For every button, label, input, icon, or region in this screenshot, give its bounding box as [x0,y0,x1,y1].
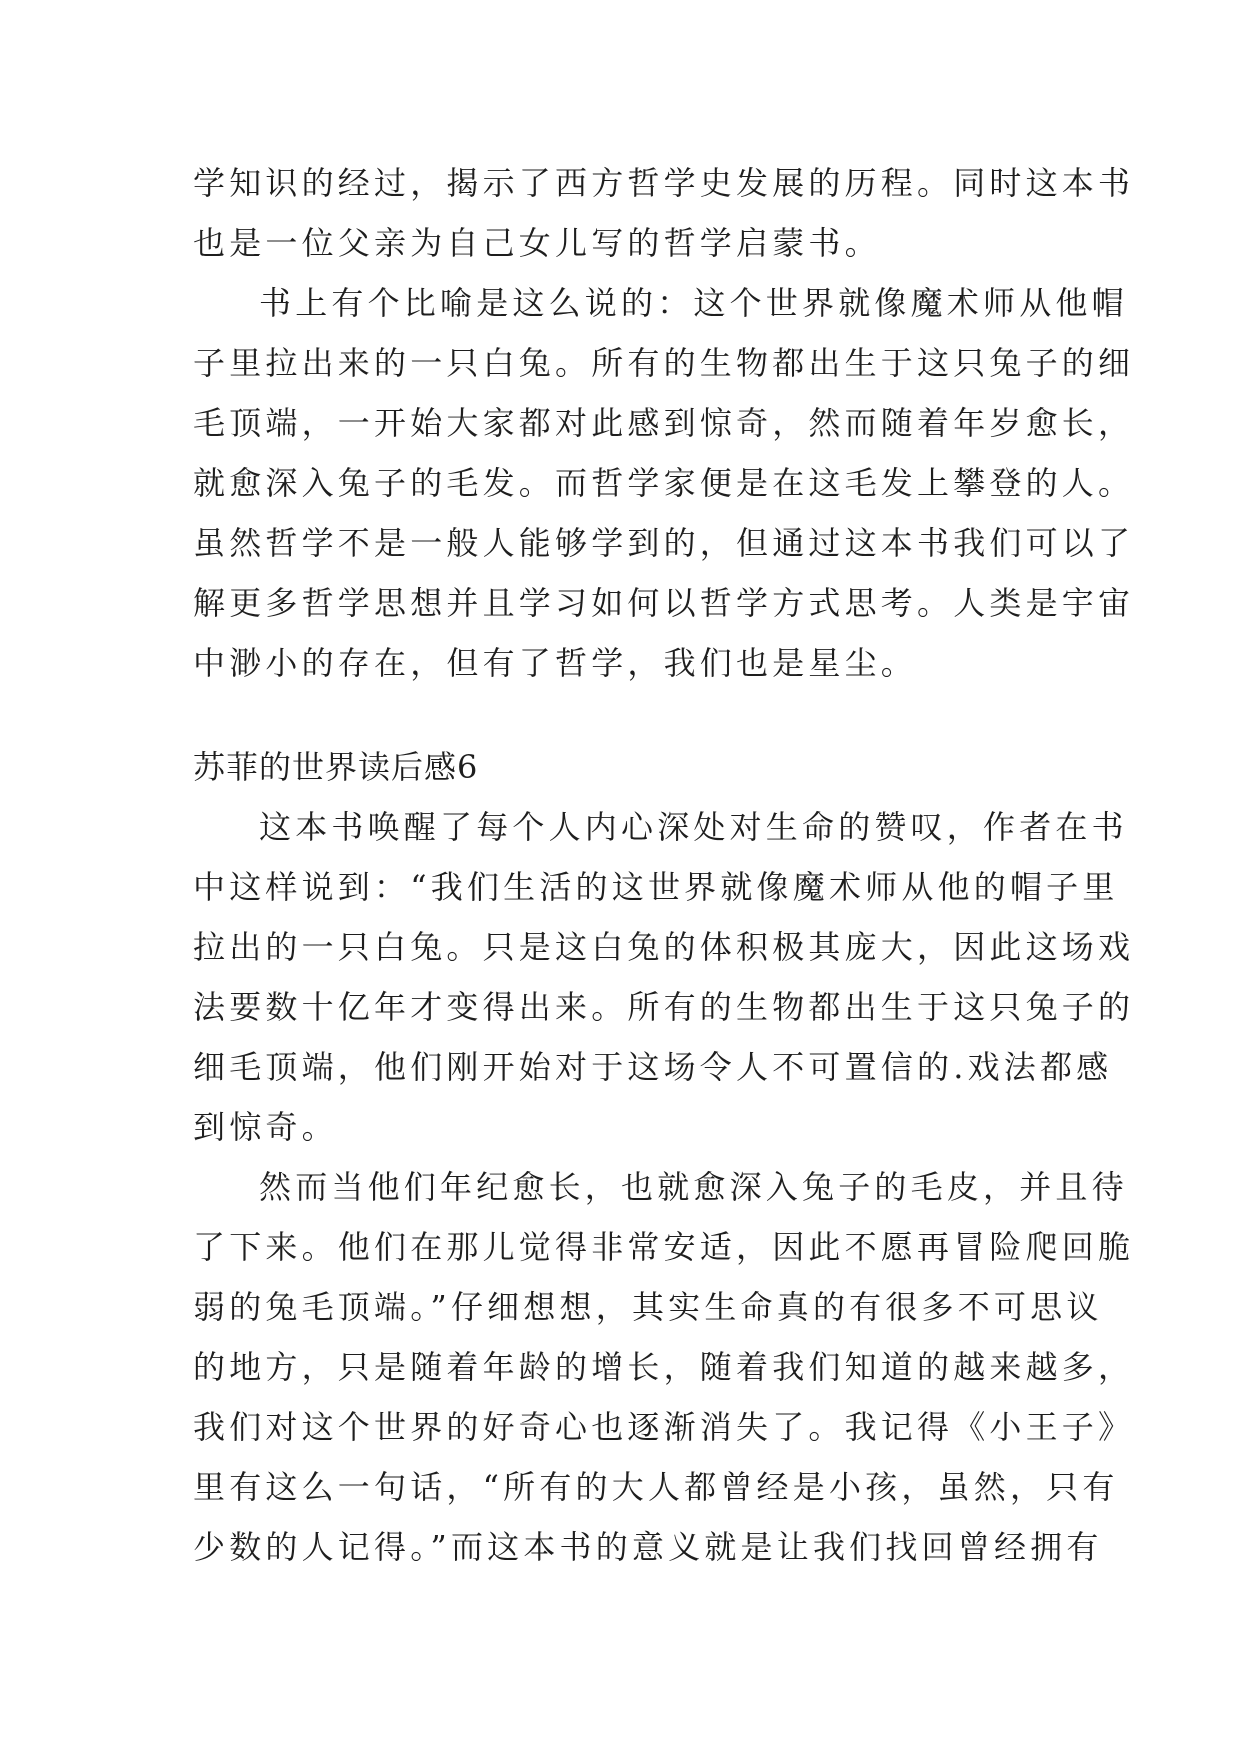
text-line: 拉出的一只白兔。只是这白兔的体积极其庞大，因此这场戏 [193,928,1135,966]
text-line: 子里拉出来的一只白兔。所有的生物都出生于这只兔子的细 [193,344,1135,382]
text-line: 了下来。他们在那儿觉得非常安适，因此不愿再冒险爬回脆 [193,1228,1135,1266]
text-line: 中渺小的存在，但有了哲学，我们也是星尘。 [193,644,918,682]
paragraph-first-line: 书上有个比喻是这么说的：这个世界就像魔术师从他帽 [259,284,1128,322]
text-line: 的地方，只是随着年龄的增长，随着我们知道的越来越多， [193,1348,1135,1386]
text-line: 到惊奇。 [193,1108,338,1146]
text-line: 少数的人记得。”而这本书的意义就是让我们找回曾经拥有 [193,1528,1103,1566]
text-line: 学知识的经过，揭示了西方哲学史发展的历程。同时这本书 [193,164,1135,202]
section-heading: 苏菲的世界读后感6 [193,748,479,786]
text-line: 弱的兔毛顶端。”仔细想想，其实生命真的有很多不可思议 [193,1288,1103,1326]
text-line: 中这样说到：“我们生活的这世界就像魔术师从他的帽子里 [193,868,1119,906]
text-line: 也是一位父亲为自己女儿写的哲学启蒙书。 [193,224,881,262]
text-line: 就愈深入兔子的毛发。而哲学家便是在这毛发上攀登的人。 [193,464,1135,502]
text-line: 我们对这个世界的好奇心也逐渐消失了。我记得《小王子》 [193,1408,1135,1446]
paragraph-first-line: 然而当他们年纪愈长，也就愈深入兔子的毛皮，并且待 [259,1168,1128,1206]
text-line: 解更多哲学思想并且学习如何以哲学方式思考。人类是宇宙 [193,584,1135,622]
text-line: 里有这么一句话，“所有的大人都曾经是小孩，虽然，只有 [193,1468,1119,1506]
text-line: 细毛顶端，他们刚开始对于这场令人不可置信的.戏法都感 [193,1048,1113,1086]
paragraph-first-line: 这本书唤醒了每个人内心深处对生命的赞叹，作者在书 [259,808,1128,846]
text-line: 毛顶端，一开始大家都对此感到惊奇，然而随着年岁愈长， [193,404,1135,442]
text-line: 虽然哲学不是一般人能够学到的，但通过这本书我们可以了 [193,524,1135,562]
text-line: 法要数十亿年才变得出来。所有的生物都出生于这只兔子的 [193,988,1135,1026]
